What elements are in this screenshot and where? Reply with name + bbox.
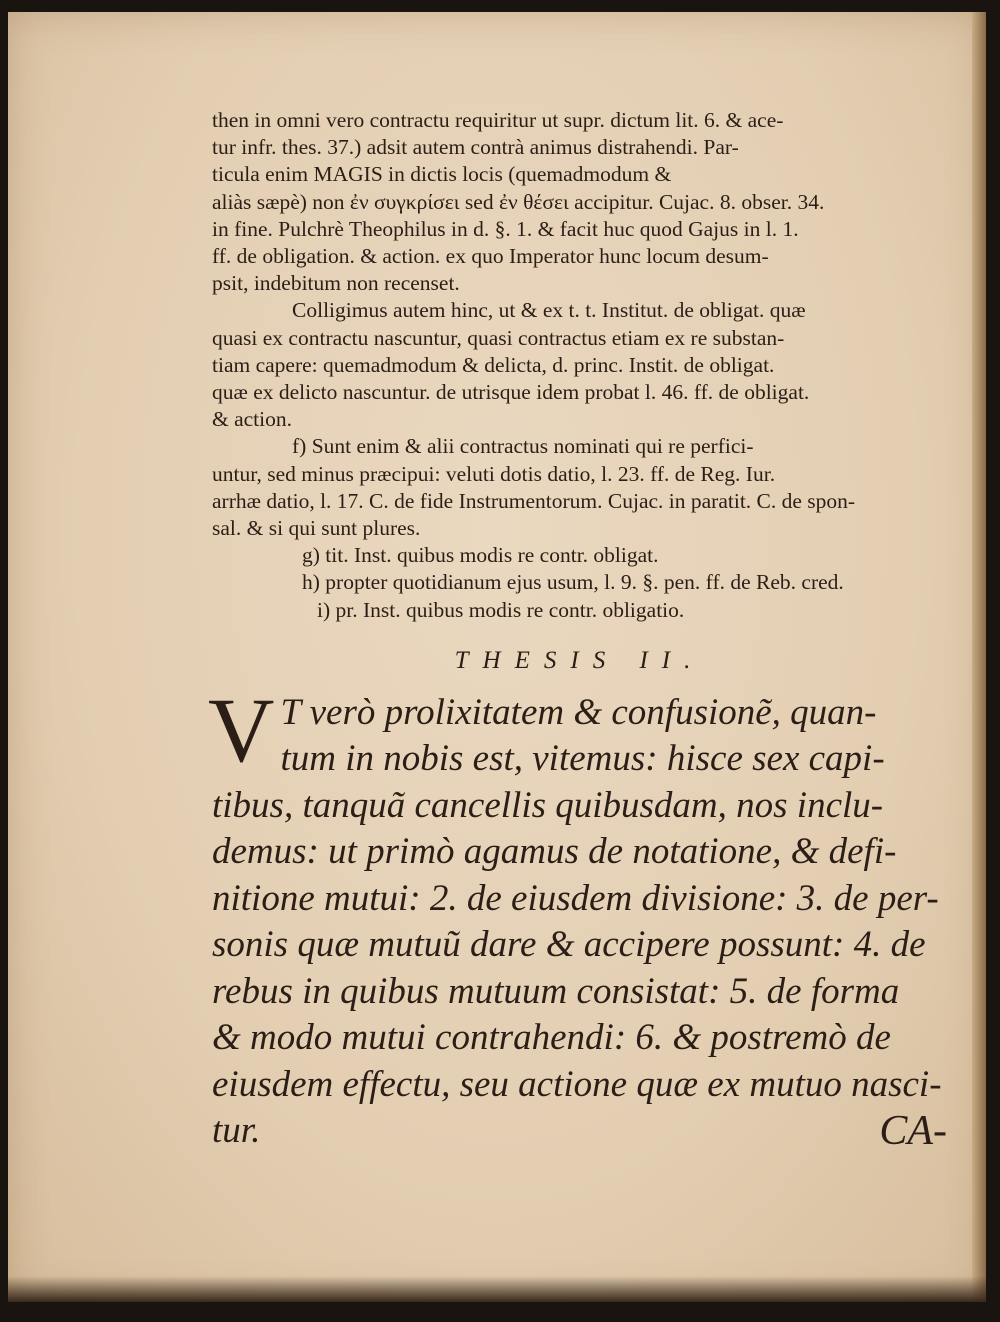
intro-line: aliàs sæpè) non ἐν συγκρίσει sed ἐν θέσει accipitur. Cujac. 8. obser. 34. xyxy=(212,189,825,214)
paragraph-line: quæ ex delicto nascuntur. de utrisque idem probat l. 46. ff. de obligat. xyxy=(212,380,810,405)
thesis-line: & modo mutui contrahendi: 6. & postremò de xyxy=(212,1017,891,1059)
thesis-line: sonis quæ mutuũ dare & accipere possunt: 4. de xyxy=(212,924,926,966)
page-gutter xyxy=(972,12,986,1302)
paragraph-line: quasi ex contractu nascuntur, quasi contractus etiam ex re substan- xyxy=(212,325,785,350)
intro-line: tur infr. thes. 37.) adsit autem contrà animus distrahendi. Par- xyxy=(212,135,739,160)
note-g: g) tit. Inst. quibus modis re contr. obligat. xyxy=(302,543,659,568)
intro-line: ticula enim MAGIS in dictis locis (quemadmodum & xyxy=(212,162,672,187)
thesis-line: nitione mutui: 2. de eiusdem divisione: 3. de per- xyxy=(212,877,939,919)
note-f-line: arrhæ datio, l. 17. C. de fide Instrumentorum. Cujac. in paratit. C. de spon- xyxy=(212,488,856,513)
last-line xyxy=(212,1108,947,1154)
note-f-line: sal. & si qui sunt plures. xyxy=(212,516,421,541)
note-f-line: untur, sed minus præcipui: veluti dotis datio, l. 23. ff. de Reg. Iur. xyxy=(212,461,776,486)
paragraph-line: Colligimus autem hinc, ut & ex t. t. Institut. de obligat. quæ xyxy=(292,298,806,323)
drop-cap: V xyxy=(208,678,275,781)
note-i: i) pr. Inst. quibus modis re contr. obligatio. xyxy=(317,597,685,622)
thesis-line: tibus, tanquã cancellis quibusdam, nos inclu- xyxy=(212,784,884,826)
paragraph-line: tiam capere: quemadmodum & delicta, d. princ. Instit. de obligat. xyxy=(212,352,775,377)
thesis-line: demus: ut primò agamus de notatione, & defi- xyxy=(212,831,897,873)
intro-line: in fine. Pulchrè Theophilus in d. §. 1. & facit huc quod Gajus in l. 1. xyxy=(212,216,799,241)
page-bottom-shadow xyxy=(8,1276,986,1302)
thesis-line: T verò prolixitatem & confusionẽ, quan- xyxy=(280,691,877,733)
footnote-block xyxy=(212,107,947,624)
thesis-line: eiusdem effectu, seu actione quæ ex mutuo nasci- xyxy=(212,1063,942,1105)
note-f-line: f) Sunt enim & alii contractus nominati qui re perfici- xyxy=(292,434,754,459)
thesis-text xyxy=(208,678,947,1155)
thesis-line: tum in nobis est, vitemus: hisce sex capi- xyxy=(280,738,885,780)
book-page xyxy=(8,12,986,1302)
thesis-heading: THESIS II. xyxy=(454,646,705,674)
last-word: tur. xyxy=(212,1110,261,1152)
thesis-line: rebus in quibus mutuum consistat: 5. de forma xyxy=(212,970,900,1012)
intro-line: then in omni vero contractu requiritur ut supr. dictum lit. 6. & ace- xyxy=(212,108,784,132)
paragraph-line: & action. xyxy=(212,407,293,432)
page-text xyxy=(208,107,947,1155)
intro-line: psit, indebitum non recenset. xyxy=(212,271,460,296)
intro-line: ff. de obligation. & action. ex quo Imperator hunc locum desum- xyxy=(212,244,769,269)
note-h: h) propter quotidianum ejus usum, l. 9. §. pen. ff. de Reb. cred. xyxy=(302,570,844,595)
catchword: CA- xyxy=(879,1108,947,1155)
